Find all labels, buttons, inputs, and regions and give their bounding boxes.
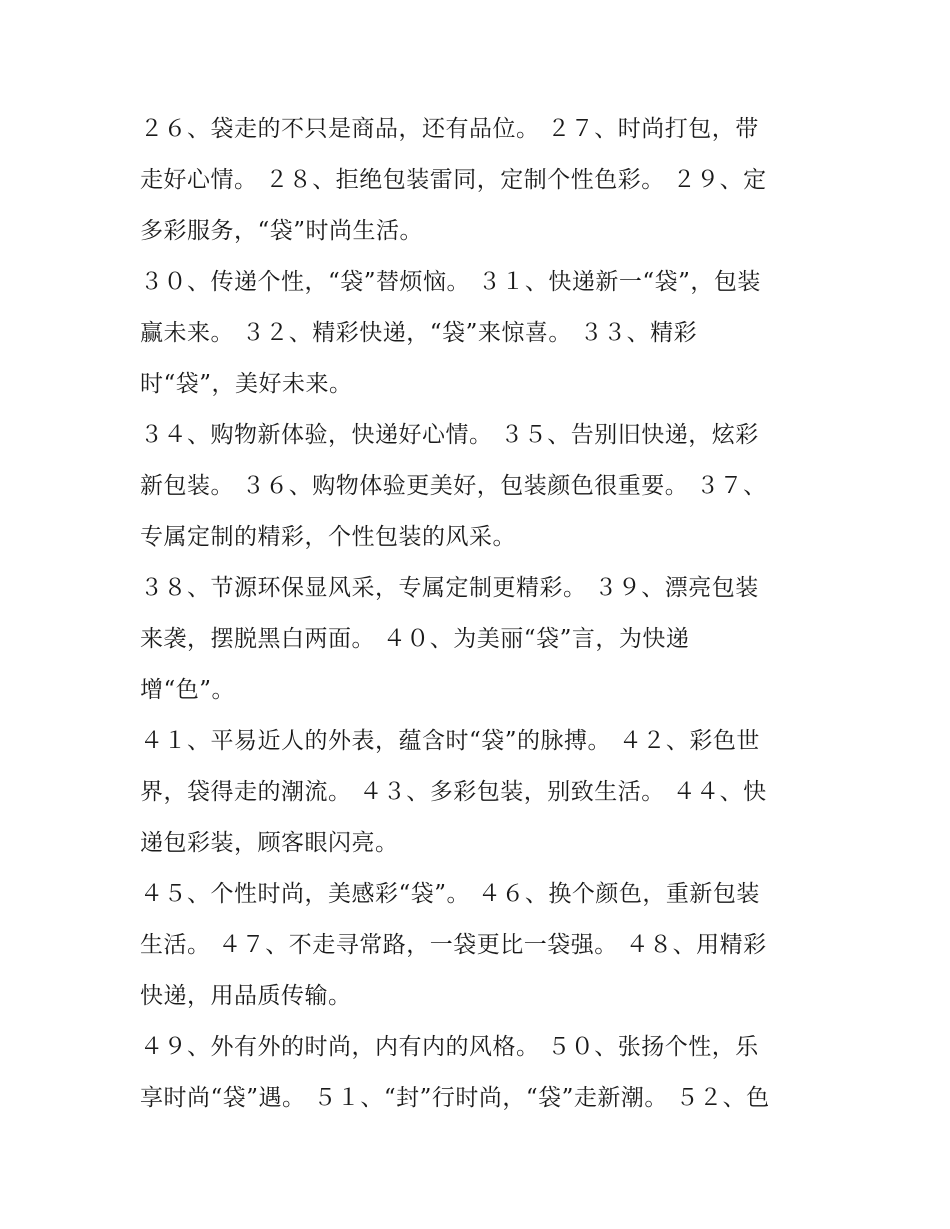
text-line: ４９、外有外的时尚，内有内的风格。 ５０、张扬个性，乐	[140, 1034, 759, 1060]
text-line: 时“袋”，美好未来。	[140, 371, 353, 397]
text-line: 快递，用品质传输。	[140, 983, 352, 1009]
text-line: 界，袋得走的潮流。 ４３、多彩包装，别致生活。 ４４、快	[140, 779, 767, 805]
text-line: 走好心情。 ２８、拒绝包装雷同，定制个性色彩。 ２９、定	[140, 167, 767, 193]
text-line: 增“色”。	[140, 677, 236, 703]
text-line: 来袭，摆脱黑白两面。 ４０、为美丽“袋”言，为快递	[140, 626, 690, 652]
text-line: ４１、平易近人的外表，蕴含时“袋”的脉搏。 ４２、彩色世	[140, 728, 760, 754]
text-line: 赢未来。 ３２、精彩快递，“袋”来惊喜。 ３３、精彩	[140, 320, 698, 346]
text-line: ３０、传递个性，“袋”替烦恼。 ３１、快递新一“袋”，包装	[140, 269, 761, 295]
text-line: ３８、节源环保显风采，专属定制更精彩。 ３９、漂亮包装	[140, 575, 759, 601]
text-line: 专属定制的精彩，个性包装的风采。	[140, 524, 516, 550]
text-line: ４５、个性时尚，美感彩“袋”。 ４６、换个颜色，重新包装	[140, 881, 760, 907]
text-line: 生活。 ４７、不走寻常路，一袋更比一袋强。 ４８、用精彩	[140, 932, 767, 958]
text-line: 递包彩装，顾客眼闪亮。	[140, 830, 399, 856]
text-line: 享时尚“袋”遇。 ５１、“封”行时尚，“袋”走新潮。 ５２、色	[140, 1085, 770, 1111]
text-line: 多彩服务，“袋”时尚生活。	[140, 218, 424, 244]
text-line: ３４、购物新体验，快递好心情。 ３５、告别旧快递，炫彩	[140, 422, 759, 448]
text-line: ２６、袋走的不只是商品，还有品位。 ２７、时尚打包，带	[140, 116, 759, 142]
text-line: 新包装。 ３６、购物体验更美好，包装颜色很重要。 ３７、	[140, 473, 767, 499]
